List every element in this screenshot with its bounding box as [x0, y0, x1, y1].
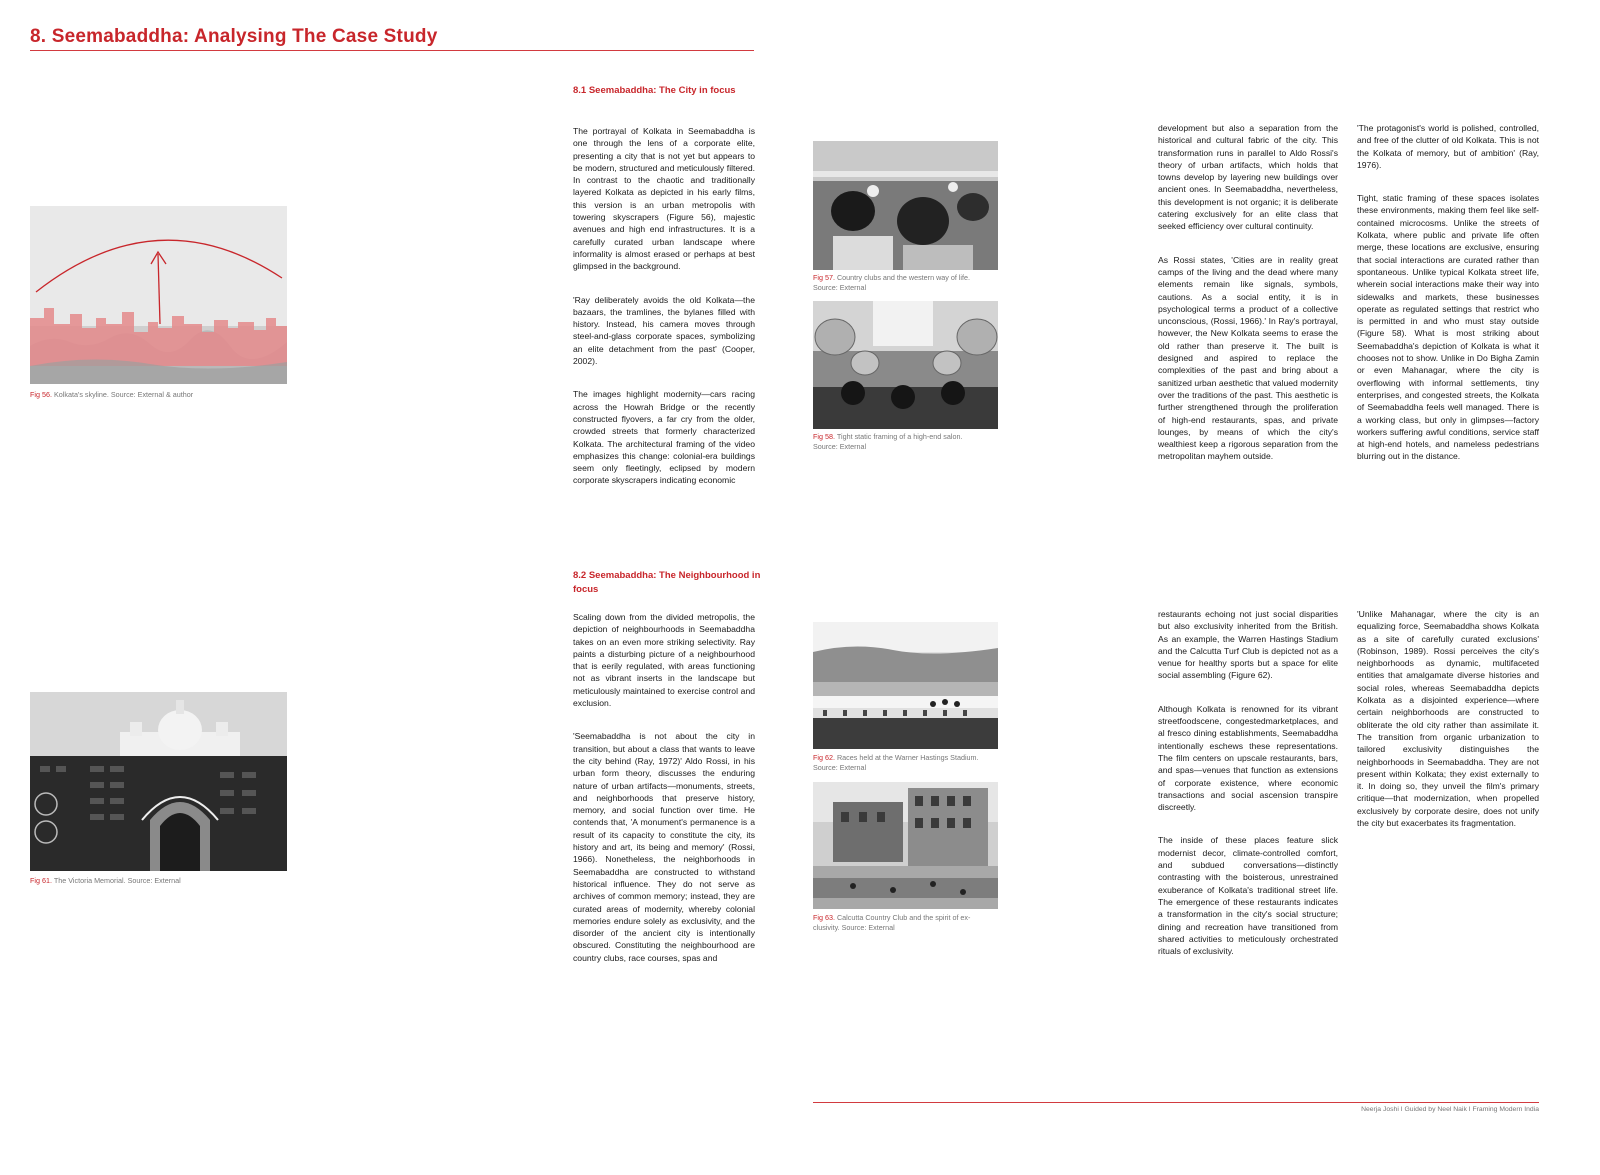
column-4-top-body	[1357, 122, 1539, 484]
section-8-1-heading: 8.1 Seemabaddha: The City in focus	[573, 85, 736, 96]
figure-58-salon-image	[813, 301, 998, 429]
paragraph: Although Kolkata is renowned for its vibrant streetfoodscene, congestedmarketplaces, and al fresco dining establishments, Seemabaddha intentionally eschews these representations. The film centers on upscale restaurants, bars, and spas—venues that function as extensions of corporate existence, where economic transactions and social ascension transpire discreetly.	[1158, 703, 1338, 813]
section-8-2-heading: 8.2 Seemabaddha: The Neighbourhood in focus	[573, 570, 761, 595]
figure-63-calcutta-club-image	[813, 782, 998, 909]
figure-58-caption: Fig 58. Tight static framing of a high-end salon. Source: External	[813, 432, 963, 451]
paragraph: development but also a separation from the historical and cultural fabric of the city. This transformation runs in parallel to Aldo Rossi's theory of urban artifacts, which holds that towns develop by layering new buildings over ancient ones. In Seemabaddha, nevertheless, this development is not organic; it is deliberate catering exclusively for an elite class that seeked efficiency over cultural continuity.	[1158, 123, 1338, 232]
paragraph: 'Ray deliberately avoids the old Kolkata—the bazaars, the tramlines, the bylanes filled with history. Instead, his camera moves through steel-and-glass corporate spaces, symbolizing an elite detachment from the past' (Cooper, 2002).	[573, 294, 755, 367]
footer-rule	[813, 1102, 1539, 1103]
section-8-1-body	[573, 125, 755, 508]
column-4-bottom-body	[1357, 608, 1539, 850]
figure-62-caption: Fig 62. Races held at the Warner Hastings Stadium. Source: External	[813, 753, 979, 772]
paragraph: The portrayal of Kolkata in Seemabaddha is one through the lens of a corporate elite, presenting a city that is not yet but appears to be modern, structured and meticulously filtered. In contrast to the chaotic and traditionally layered Kolkata as depicted in his early films, this version is an urban metropolis with towering skyscrapers (Figure 56), majestic avenues and high end infrastructures. It is a carefully curated urban landscape where informality is almost erased or perhaps at best glimpsed in the background.	[573, 126, 755, 272]
paragraph: Tight, static framing of these spaces isolates these environments, making them feel like self-contained microcosms. Unlike the streets of Kolkata, where public and private life often merge, these locations are exclusive, ensuring that social interactions are curated rather than spontaneous. Unlike typical Kolkata street life, wherein social interactions make their way into sidewalks and markets, these businesses operate as regulated settings that restrict who is permitted in and who must stay outside (Figure 58). What is most striking about Seemabaddha's depiction of Kolkata is what it chooses not to show. Unlike in Do Bigha Zamin or even Mahanagar, where the city is overflowing with informal settlements, tiny enterprises, and congested streets, the Kolkata of Seemabaddha feels well managed. There is a working class, but only in glimpses—factory workers suffering awful conditions, service staff at high-end hotels, and nameless pedestrians blurring out in the distance.	[1357, 193, 1539, 462]
figure-62-race-course-image	[813, 622, 998, 749]
figure-61-victoria-memorial-image	[30, 692, 287, 871]
figure-56-caption: Fig 56. Kolkata's skyline. Source: External & author	[30, 390, 194, 399]
paragraph: The inside of these places feature slick modernist decor, climate-controlled comfort, and subdued conversations—distinctly contrasting with the boisterous, unrestrained exuberance of Kolkata's traditional street life. The emergence of these restaurants indicates a transformation in the city's social structure; dining and recreation have transitioned from shared activities to meticulously orchestrated rituals of exclusivity.	[1158, 835, 1338, 957]
section-8-2-body	[573, 611, 755, 985]
title-underline	[30, 50, 754, 51]
figure-57-caption: Fig 57. Country clubs and the western way of life. Source: External	[813, 273, 971, 292]
figure-56-skyline-image	[30, 206, 287, 384]
figure-57-country-club-image	[813, 141, 998, 270]
page-title: 8. Seemabaddha: Analysing The Case Study	[30, 26, 438, 47]
paragraph: 'Unlike Mahanagar, where the city is an equalizing force, Seemabaddha shows Kolkata as a site of carefully curated exclusions' (Robinson, 1989). Rossi perceives the city's neighborhoods as dynamic, multifaceted entities that amalgamate diverse histories and social roles, whereas Seemabaddha depicts Kolkata as a disjointed experience—where certain neighborhoods are constructed to obliterate the old city rather than assimilate it. The transition from organic urbanization to tailored exclusivity distinguishes the neighborhoods in Seemabaddha. They are not present within Kolkata; they exist externally to it. In doing so, they unveil the film's primary critique—that modernization, when propelled exclusively by corporate desire, does not unify the city but exacerbates its fragmentation.	[1357, 609, 1539, 829]
paragraph: 'Seemabaddha is not about the city in transition, but about a class that wants to leave the city behind (Ray, 1972)' Aldo Rossi, in his urban form theory, discusses the enduring nature of urban artifacts—monuments, streets, and neighborhoods that preserve history, memory, and social function over time. He contends that, 'A monument's permanence is a result of its capacity to constitute the city, its history and art, its being and memory' (Rossi, 1966). Nonetheless, the neighborhoods in Seemabaddha are constructed to withstand historical influence. They do not serve as archives of common memory; instead, they are curated areas of modernity, whereby colonial memories endure solely as exclusivity, and the disorder of the ancient city is intentionally obscured. Constituting the neighbourhood are country clubs, race courses, spas and	[573, 731, 755, 963]
column-3-top-body	[1158, 122, 1338, 484]
paragraph: 'The protagonist's world is polished, controlled, and free of the clutter of old Kolkata. This is not the Kolkata of memory, but of ambition' (Ray, 1976).	[1357, 123, 1539, 170]
paragraph: The images highlight modernity—cars racing across the Howrah Bridge or the recently constructed flyovers, a far cry from the older, crowded streets that formerly characterized Kolkata. The architectural framing of the video emphasizes this change: colonial-era buildings seem only fleetingly, eclipsed by modern corporate skyscrapers indicating economic	[573, 389, 755, 486]
paragraph: As Rossi states, 'Cities are in reality great camps of the living and the dead where many elements remain like signals, symbols, cautions. As a social entity, it is in psychological terms a product of a collective unconscious, (Rossi, 1966).' In Ray's portrayal, however, the New Kolkata seems to erase the old rather than preserve it. The built is designed and aspired to replace the complexities of the past and bring about a sanitized urban aesthetic that valued modernity over the traditions of the past. This aesthetic is further strengthened through the proliferation of high-end restaurants, spas, and private lounges, by means of which the city's wealthiest keep a rigorous separation from the metropolitan mayhem outside.	[1158, 254, 1338, 462]
figure-63-caption: Fig 63. Calcutta Country Club and the spirit of ex- clusivity. Source: External	[813, 913, 971, 932]
paragraph: restaurants echoing not just social disparities but also exclusivity inherited from the British. As an example, the Warren Hastings Stadium and the Calcutta Turf Club is depicted not as a venue for healthy sports but a space for elite social assembling (Figure 62).	[1158, 609, 1338, 681]
footer-credit: Neerja Joshi I Guided by Neel Naik I Framing Modern India	[1361, 1106, 1539, 1113]
paragraph: Scaling down from the divided metropolis, the depiction of neighbourhoods in Seemabaddha takes on an even more striking selectivity. Ray paints a disturbing picture of a neighbourhood that is eerily regulated, with areas functioning not as vibrant inserts in the landscape but meticulously maintained to exercise control and exclusion.	[573, 612, 755, 709]
column-3-bottom-body	[1158, 608, 1338, 978]
figure-61-caption: Fig 61. The Victoria Memorial. Source: External	[30, 876, 181, 885]
